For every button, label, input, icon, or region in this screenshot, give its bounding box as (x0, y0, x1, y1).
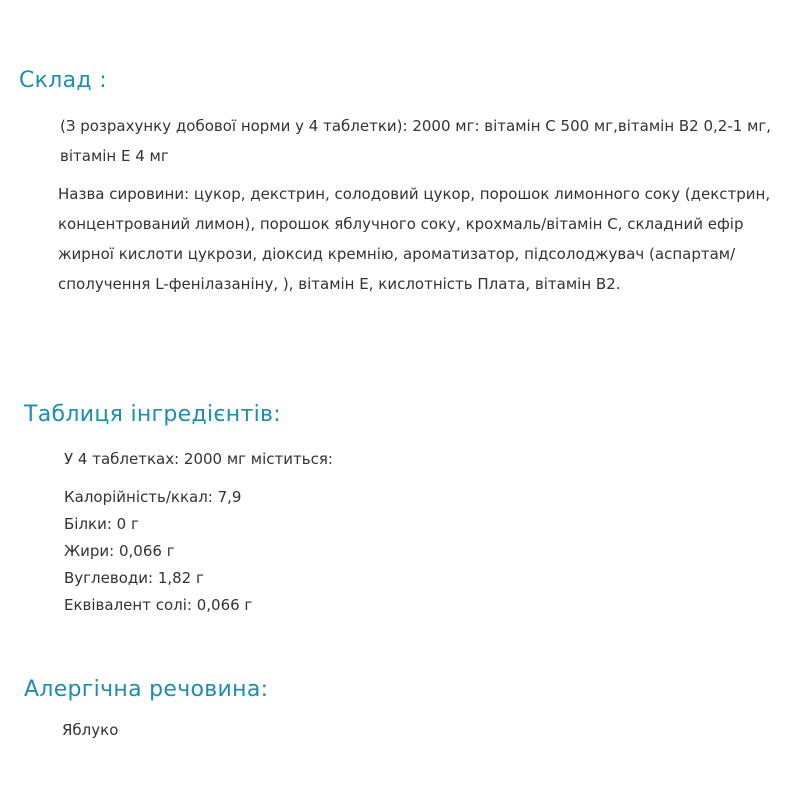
nutrition-carbohydrates: Вуглеводи: 1,82 г (64, 569, 204, 587)
ingredients-intro: У 4 таблетках: 2000 мг міститься: (64, 450, 333, 468)
ingredients-heading: Таблиця інгредієнтів: (24, 402, 281, 427)
nutrition-salt-equivalent: Еквівалент солі: 0,066 г (64, 596, 253, 614)
allergen-heading: Алергічна речовина: (24, 677, 269, 702)
raw-materials-text: Назва сировини: цукор, декстрин, солодовий цукор, порошок лимонного соку (декстрин, концентрований лимон), порошок яблучного соку, крохмаль/вітамін С, складний ефір жирної кислоти цукрози, діоксид кремнію, ароматизатор, підсолоджувач (аспартам/сполучення L-фенілазаніну, ), вітамін Е, кислотність Плата, вітамін В2. (58, 185, 771, 293)
nutrition-protein: Білки: 0 г (64, 515, 139, 533)
nutrition-fat: Жири: 0,066 г (64, 542, 175, 560)
nutrition-calories: Калорійність/ккал: 7,9 (64, 488, 242, 506)
composition-heading: Склад : (19, 68, 107, 93)
dosage-text: (З розрахунку добової норми у 4 таблетки): 2000 мг: вітамін С 500 мг,вітамін В2 0,2-1 мг, вітамін Е 4 мг (60, 117, 772, 165)
allergen-value: Яблуко (62, 721, 119, 739)
nutrition-list (64, 484, 252, 619)
